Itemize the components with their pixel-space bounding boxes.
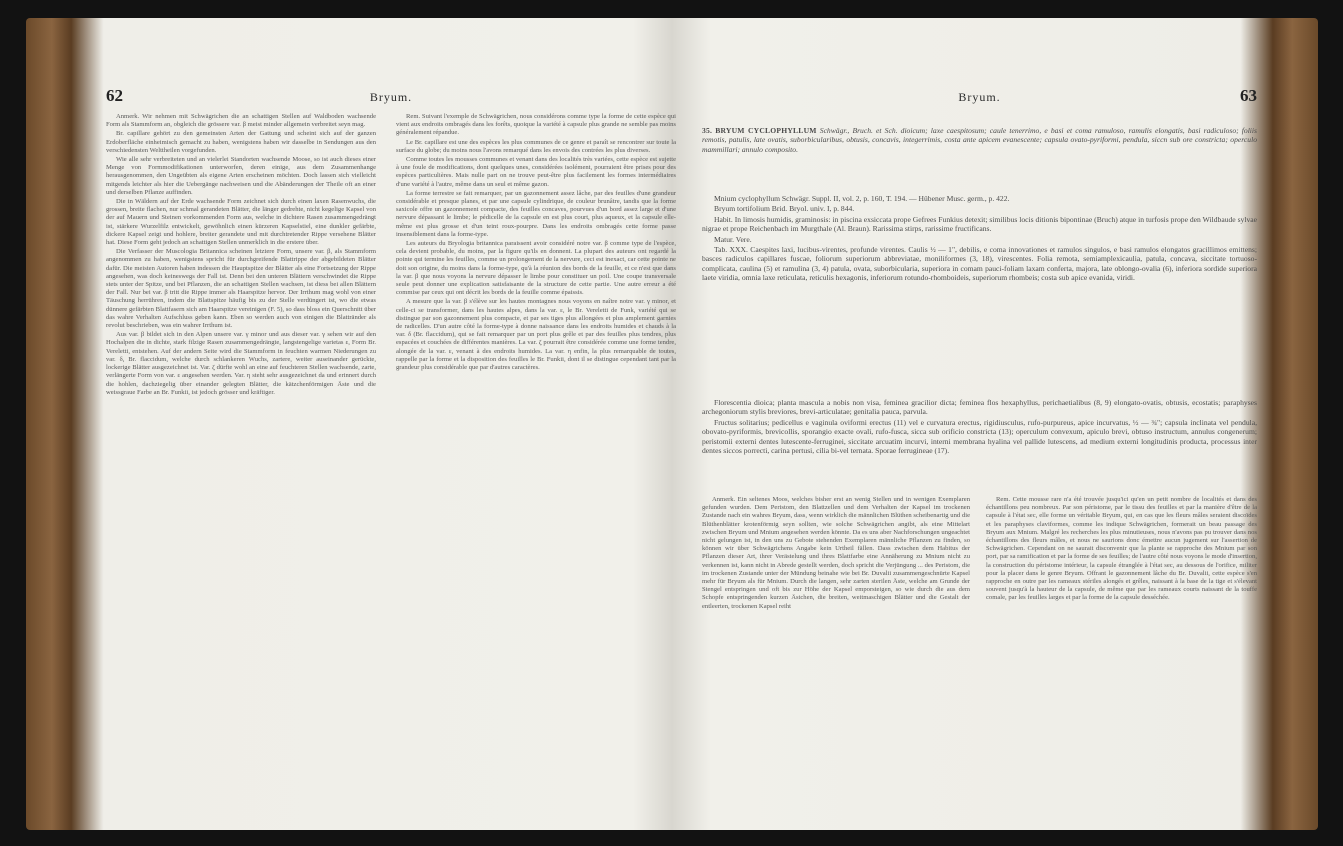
running-head: Bryum. <box>369 90 413 104</box>
open-book <box>26 18 1318 830</box>
synonym: Bryum tortifolium Brid. Bryol. univ. I, p. 844. <box>714 204 855 214</box>
species-number: 35. <box>702 126 713 135</box>
page-number: 62 <box>106 86 123 105</box>
german-column <box>106 113 376 728</box>
paragraph: La forme terrestre se fait remarquer, par un gazonnement assez lâche, par des feuilles d'une grandeur considérable et presque planes, et par une capsule cylindrique, de couleur brunâtre, tandis que la forme saxicole offre un gazonnement compacte, des feuilles concaves, pourvues d'un bord assez large et d'une nervure dépassant le limbe; le pédicelle de la capsule en est plus court, plus aqueux, et la capsule elle-même est plus grosse et d'un teint roux-pourpre. Dans les endroits ombragés cette forme passe insensiblement dans la forme-type. <box>396 189 676 238</box>
maturity: Matur. Vere. <box>714 234 752 244</box>
habitat: Habit. In limosis humidis, graminosis: in piscina exsiccata prope Gefrees Funkius detexit; similibus locis ditionis bipontinae (Bruch) atque in turfosis prope den Wildbaude sylvae nigrae et prope Reichenbach im Murgthale (Al. Braun). Rarissima stirps, rarissime fructificans. <box>702 214 1257 234</box>
page-number: 63 <box>1240 86 1257 105</box>
species-header <box>702 126 1257 192</box>
right-page <box>702 18 1257 830</box>
species-body <box>702 194 1257 394</box>
paragraph: Le Br. capillare est une des espèces les plus communes de ce genre et paraît se rencontrer sur toute la surface du globe; du moins nous l'avons remarqué dans les envois des contrées les plus diverses. <box>396 138 676 154</box>
french-column <box>396 113 676 633</box>
species-diagnosis: Schwägr., Bruch. et Sch. dioicum; laxe caespitosum; caule tenerrimo, e basi et coma ramuloso, ramulis elongatis, basi radiculoso; foliis remotis, patulis, late ovatis, suborbicularibus, obtusis, concavis, integerrimis, costa ante apicem evanescente; capsula ovato-pyriformi, pendula, siccn sub ore constricta; operculo mammillari; annulo composito. <box>702 126 1257 154</box>
flower-fruit-section <box>702 398 1257 488</box>
paragraph: Wie alle sehr verbreiteten und an vielerlei Standorten wachsende Moose, so ist auch dieses einer Menge von Formmodifikationen unterworfen, deren einige, aus dem Zusammenhange herausgenommen, den Ungeübten als eigene Arten erscheinen möchten. Doch lassen sich vielleicht mitgends leichter als hier die Uebergänge nachweisen und die Abänderungen der Theile oft an einer und derselben Pflanze auffinden. <box>106 156 376 196</box>
fruit: Fructus solitarius; pedicellus e vaginula oviformi erectus (11) vel e curvatura erectus, rigidiusculus, rufo-purpureus, apice incurvatus, ½ — ¾"; capsula inclinata vel pendula, obovato-pyriformis, brevicollis, sporangio exacte ovali, rufo-fusca, sicca sub orificio constricta (13); operculum convexum, apiculo brevi, obtuso instructum, annulus congenerum; peristomii externi dentes lutescente-ferruginei, siccitate arcuatim incurvi, interni membrana hyalina vel pallide lutescens, ad medium externi longitudinis producta, processus inter dentes siccos porrecti, carina pertusi, cilia bi-vel ternata. Sporae ferrugineae (17). <box>702 417 1257 456</box>
paragraph: Aus var. β bildet sich in den Alpen unsere var. γ minor und aus dieser var. γ sehen wir auf den Hochalpen die in dichte, stark filzige Rasen zusammengedrängte, langstengelige varietas ε, Form Br. Vereletti, entstehen. Auf der andern Seite wird die Stammform in feuchten warmen Niederungen zu var. δ, Br. flaccidum, welche durch schlankeren Wuchs, zartere, weiter auseinander gerückte, lockerige Blätter ausgezeichnet ist. Var. ζ dürfte wohl an eine auf feuchteren Stellen wachsende, zarte, verlängerte Form von var. ε angesehen werden. Var. η steht sehr ausgezeichnet da und erinnert durch die hohlen, dachziegelig über einander gelegten Blätter, die kätzchenförmigen Äste und die weissgraue Farbe an Br. Funkii, ist jedoch grösser und kräftiger. <box>106 331 376 396</box>
paragraph: Br. capillare gehört zu den gemeinsten Arten der Gattung und scheint sich auf der ganzen Erdoberfläche einheimisch gemacht zu haben, wenigstens haben wir dasselbe in Sendungen aus den verschiedensten Welttheilen vorgefunden. <box>106 130 376 154</box>
left-page <box>106 18 676 830</box>
paragraph: Anmerk. Wir nehmen mit Schwägrichen die an schattigen Stellen auf Waldboden wachsende Form als Stammform an, obgleich die grössere var. β meist minder allgemein verbreitet seyn mag. <box>106 113 376 129</box>
german-remark <box>702 496 970 721</box>
french-remark <box>986 496 1257 721</box>
synonym: Mnium cyclophyllum Schwägr. Suppl. II, vol. 2, p. 160, T. 194. — Hübener Musc. germ., p. 422. <box>714 194 1010 203</box>
paragraph: Die in Wäldern auf der Erde wachsende Form zeichnet sich durch einen laxen Rasenwuchs, die grossen, breite flachen, nur schmal gerandeten Blätter, die länger gedrehte, nicht kegelige Kapsel von der auf Mauern und Steinen vorkommenden Form aus, welche in dichtere Rasen zusammengedrängt ist, stärkere Wurzelfilz entwickelt, gewöhnlich einen kürzeren Kapselstiel, eine dunkler gefärbte, dickere Kapsel zeigt und hohlere, breiter gerandete und mit durchtretender Rippe versehene Blätter hat. Diese Form geht jedoch an schattigen Stellen unmerklich in die erstere über. <box>106 198 376 247</box>
paragraph: Die Verfasser der Muscologia Britannica scheinen letztere Form, unsere var. β, als Stammform angenommen zu haben, wenigstens spricht für durchgreifende Blattrippe der abgebildeten Blätter dafür. Die meisten Autoren haben indessen die Hauptspitze der Blätter als eine Fortsetzung der Rippe angesehen, was doch keineswegs der Fall ist. Denn bei den unteren Blättern verschwindet die Rippe stets unter der Spitze, und bei Pflanzen, die an schattigen Stellen wachsen, ist diess bei allen Blättern der Fall. Nur bei var. β tritt die Rippe immer als Haarspitze hervor. Der Irrthum mag wohl von einer Täuschung herrühren, indem die Blattspitze häufig bis zu der Stelle verdüngert ist, wo die etwas dünnere gefärbten Blattfasern sich am Haarspitze vereinigen (F. 5), so dass bloss ein Querschnitt über das wahre Verhalten Aufschluss geben kann. Eben so werden auch von einigen die Blattränder als revolut beschrieben, was ein wahrer Irrthum ist. <box>106 248 376 330</box>
paragraph: Comme toutes les mousses communes et venant dans des localités très variées, cette espèce est sujette à une foule de modifications, dont quelques unes, considérées isolément, pourraient être prises pour des espèces particulières. Mais nulle part on ne trouve peut-être plus facilement les formes intermédiaires d'une variété à l'autre, même dans un seul et même gazon. <box>396 156 676 188</box>
paragraph: Rem. Suivant l'exemple de Schwägrichen, nous considérons comme type la forme de cette espèce qui vient aux endroits ombragés dans les forêts, quoique la variété à capsule plus grande ne semble pas moins généralement répandue. <box>396 113 676 137</box>
running-head: Bryum. <box>958 90 1001 104</box>
species-name: BRYUM CYCLOPHYLLUM <box>715 126 817 135</box>
paragraph: Rem. Cette mousse rare n'a été trouvée jusqu'ici qu'en un petit nombre de localités et dans des échantillons peu nombreux. Par son péristome, par le tissu des feuilles et par la manière d'être de la capsule à l'état sec, elle forme un véritable Bryum, qui, en cas que les fleurs mâles seraient discoïdes et les paraphyses claviformes, comme les indique Schwägrichen, formerait un beau passage des Bryum aux Mnium. Malgré les recherches les plus minutieuses, nous n'avons pas pu trouver dans nos échantillons des fleurs mâles, et nous ne saurions donc émettre aucun jugement sur l'assertion de Schwägrichen. Cependant on ne saurait disconvenir que la plante se rapproche des Mnium par son port, par sa ramification et par la forme de ses feuilles; de l'autre côté nous voyons le mode d'insertion, la construction du péristome intérieur, la capsule étranglée à l'état sec, au dessous de l'orifice, militer pour la placer dans le genre Bryum. Offrant le gazonnement lâche du Br. Duvalii, cette espèce s'en rapproche en outre par les rameaux stériles alongés et grêles, naissant à la base de la tige et s'élevant souvent jusqu'à la hauteur de la capsule, de même que par les rameaux courts naissant de la touffe comale, par les feuilles larges et par la forme de la capsule desséchée. <box>986 496 1257 602</box>
description: Tab. XXX. Caespites laxi, lucibus-virentes, profunde virentes. Caulis ½ — 1", debilis, e coma innovationes et ramulos singulos, e basi ramulos elongatos gracillimos emittens; basces radiculos capillares fuscae, foliorum superiorum abbreviatae, moniliformes (3, 18), virescentes. Folia remota, semiamplexicaulia, patula, concava, siccitate tortuoso-complicata, caulina (5) et ramulina (3, 4) patula, ovata, suborbicularia, superiora in comam pauci-foliam laxam conferta, majora, late oblongo-ovalia (6), inferiora sordide superiora laete viridia, omnia laxe reticulata, reticulis hexagonis, inferiorum rotundo-rhomboideis, superiorum rhombeis; costa sub apice evanida, viridi. <box>702 245 1257 283</box>
paragraph: A mesure que la var. β s'élève sur les hautes montagnes nous voyons en naître notre var. γ minor, et celle-ci se transformer, dans les hautes alpes, dans la var. ε, le Br. Vereletti de Funk, variété qui se distingue par son gazonnement plus compacte, et par ses tiges plus allongées et plus amplement garnies de radicelles. D'un autre côté la forme-type à donne naissance dans les endroits humides et chauds à la var. δ (Br. flaccidum), qui se fait remarquer par un port plus grêle et par des feuilles plus tendres, plus espacées et couchées de différentes manières. La var. ζ pourrait être considérée comme une forme tendre, alongée de la var. ε, venant à des endroits humides. La var. η enfin, la plus remarquable de toutes, rappelle par la forme et la disposition des feuilles le Br. Funkii, dont il se distingue cependant tant par la grandeur plus considérable que par d'autres caractères. <box>396 298 676 372</box>
inflorescence: Florescentia dioica; planta mascula a nobis non visa, feminea gracilior dicta; feminea flos hexaphyllus, perichaetialibus (8, 9) elongato-ovatis, obtusis, ecostatis; paraphyses archegoniorum stylis breviores, brevi-articulatae; genitalia pauca, parvula. <box>702 398 1257 417</box>
paragraph: Les auteurs du Bryologia britannica paraissent avoir considéré notre var. β comme type de l'espèce, cela devient probable, du moins, par la figure qu'ils en donnent. La plupart des auteurs ont regardé la pointe qui termine les feuilles, comme un prolongement de la nervure, ceci est inexact, car cette pointe ne doit son origine, du moins dans la forme-type, qu'à la réunion des bords de la feuille, et ce n'est que dans la var. β que nous voyons la nervure dépasser le limbe pour constituer un poil. Une coupe transversale seule peut donner une explication satisfaisante de la structure de cette partie. Une autre erreur a été commise par ceux qui ont décrit les bords de la feuille comme épaissis. <box>396 240 676 297</box>
paragraph: Anmerk. Ein seltenes Moos, welches bisher erst an wenig Stellen und in wenigen Exemplaren gefunden wurden. Dem Peristom, den Blattzellen und dem Verhalten der Kapsel im trockenen Zustande nach ein wahres Bryum, dass, wenn wirklich die männlichen Blüthen scheibenartig und die Blüthenblätter krotenförmig seyn sollten, wie solche Schwägrichen angibt, als eine Mittelart zwischen Bryum und Mnium angesehen werden könnte. Da es uns aber Nachforschungen ungeachtet nicht gelungen ist, in den uns zu Gebote stehenden Exemplaren männliche Pflanzen zu finden, so können wir über Schwägrichens Angabe kein Urtheil fällen. Dass zwischen dem Habitus der Pflanzen dieser Art, ihrer Verästelung und ihres Blattfarbe eine Annäherung zu Mnium nicht zu verkennen ist, kann nicht in Abrede gestellt werden, doch spricht die Verjüngung ... des Peristom, die im trockenen Zustande unter der Mündung beinahe wie bei Br. Duvalii zusammengeschnürte Kapsel mehr für Bryum als für Mnium. Durch die langen, sehr zarten sterilen Äste, welche am Grunde der Stengel entspringen und oft bis zur Höhe der Kapsel emporsteigen, so wie durch die aus dem Schopfe entspringenden kurzen Ästchen, die breiten, weitmaschigen Blätter und die Gestalt der entleerten, trockenen Kapsel reiht <box>702 496 970 610</box>
